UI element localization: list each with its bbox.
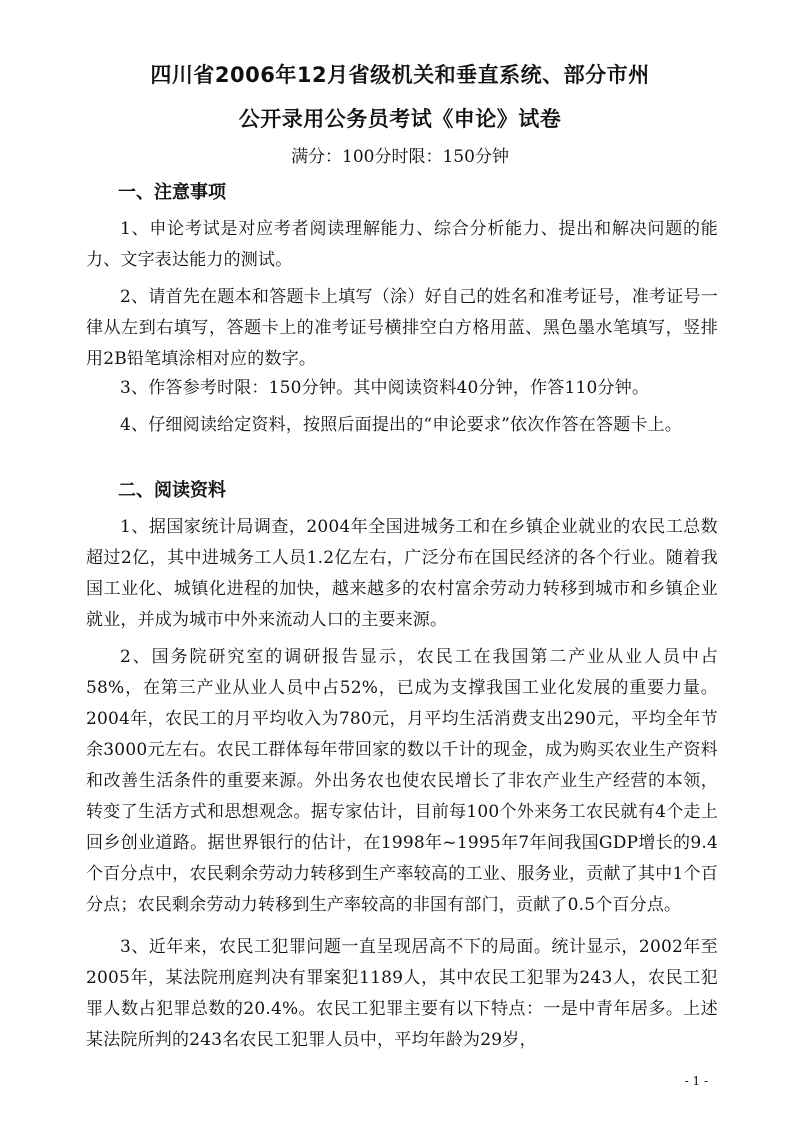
document-title-line2: 公开录用公务员考试《申论》试卷	[238, 107, 562, 131]
reading-paragraph-1: 1、据国家统计局调查，2004年全国进城务工和在乡镇企业就业的农民工总数超过2亿，其中进城务工人员1.2亿左右，广泛分布在国民经济的各个行业。随着我国工业化、城镇化进程的加快，越来越多的农村富余劳动力转移到城市和乡镇企业就业，并成为城市中外来流动人口的主要来源。	[86, 517, 718, 630]
notice-item-2: 2、请首先在题本和答题卡上填写（涂）好自己的姓名和准考证号，准考证号一律从左到右填写，答题卡上的准考证号横排空白方格用蓝、黑色墨水笔填写，竖排用2B铅笔填涂相对应的数字。	[86, 287, 718, 369]
section-heading-notice: 一、注意事项	[118, 182, 226, 203]
document-title-line1: 四川省2006年12月省级机关和垂直系统、部分市州	[150, 63, 650, 87]
reading-paragraph-3: 3、近年来，农民工犯罪问题一直呈现居高不下的局面。统计显示，2002年至2005年，某法院刑庭判决有罪案犯1189人，其中农民工犯罪为243人，农民工犯罪人数占犯罪总数的20.4%。农民工犯罪主要有以下特点：一是中青年居多。上述某法院所判的243名农民工犯罪人员中，平均年龄为29岁，	[86, 937, 718, 1050]
page-number: - 1 -	[684, 1074, 708, 1088]
section-heading-reading: 二、阅读资料	[118, 480, 226, 501]
notice-item-3: 3、作答参考时限：150分钟。其中阅读资料40分钟，作答110分钟。	[120, 378, 650, 398]
notice-item-1: 1、申论考试是对应考者阅读理解能力、综合分析能力、提出和解决问题的能力、文字表达能力的测试。	[86, 219, 718, 270]
exam-meta: 满分：100分时限：150分钟	[291, 147, 509, 167]
notice-item-4: 4、仔细阅读给定资料，按照后面提出的“申论要求”依次作答在答题卡上。	[120, 415, 682, 435]
reading-paragraph-2: 2、国务院研究室的调研报告显示，农民工在我国第二产业从业人员中占58%，在第三产业从业人员中占52%，已成为支撑我国工业化发展的重要力量。2004年，农民工的月平均收入为780元，月平均生活消费支出290元，平均全年节余3000元左右。农民工群体每年带回家的数以千计的现金，成为购买农业生产资料和改善生活条件的重要来源。外出务农也使农民增长了非农产业生产经营的本领，转变了生活方式和思想观念。据专家估计，目前每100个外来务工农民就有4个走上回乡创业道路。据世界银行的估计，在1998年~1995年7年间我国GDP增长的9.4个百分点中，农民剩余劳动力转移到生产率较高的工业、服务业，贡献了其中1个百分点；农民剩余劳动力转移到生产率较高的非国有部门，贡献了0.5个百分点。	[86, 647, 718, 915]
